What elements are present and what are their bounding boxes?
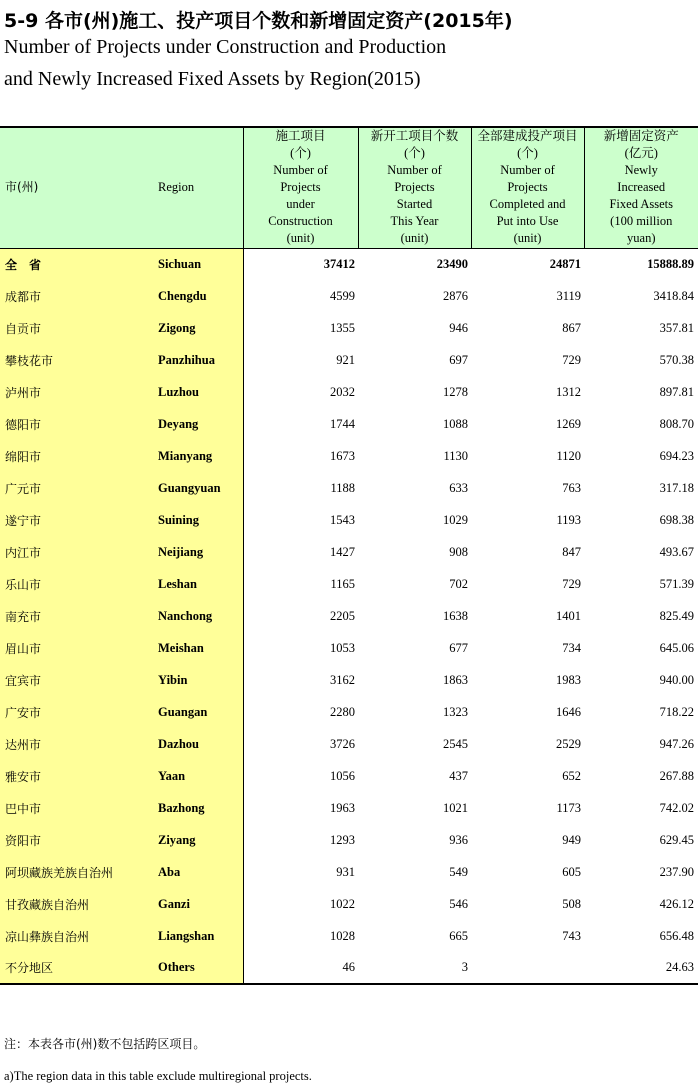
- cell-projects-started: 1638: [443, 608, 468, 623]
- cell-projects-started: 633: [449, 480, 468, 495]
- cell-new-fixed-assets: 493.67: [659, 544, 694, 559]
- cell-projects-completed: 1269: [556, 416, 581, 431]
- cell-city-cn: 凉山彝族自治州: [0, 920, 158, 952]
- page-title-chinese: 5-9 各市(州)施工、投产项目个数和新增固定资产(2015年): [4, 10, 513, 32]
- cell-region-en: Zigong: [158, 312, 243, 344]
- header-line: (unit): [513, 231, 542, 246]
- cell-new-fixed-assets: 571.39: [659, 576, 694, 591]
- cell-city-cn: 眉山市: [0, 632, 158, 664]
- table-row: [0, 472, 698, 504]
- cell-new-fixed-assets: 742.02: [659, 800, 694, 815]
- cell-projects-started: 546: [449, 896, 468, 911]
- cell-region-en: Liangshan: [158, 920, 243, 952]
- cell-projects-started: 702: [449, 576, 468, 591]
- cell-projects-started: 1863: [443, 672, 468, 687]
- table-row: [0, 888, 698, 920]
- cell-projects-under-construction: 1188: [243, 472, 358, 504]
- cell-projects-under-construction: 3726: [243, 728, 358, 760]
- cell-projects-started: 1278: [443, 384, 468, 399]
- cell-projects-completed: 729: [562, 352, 581, 367]
- cell-new-fixed-assets: 897.81: [659, 384, 694, 399]
- cell-new-fixed-assets: 645.06: [659, 640, 694, 655]
- header-line: 全部建成投产项目: [477, 129, 578, 144]
- cell-projects-under-construction: 2280: [243, 696, 358, 728]
- header-new-fixed-assets: [584, 127, 698, 248]
- cell-projects-under-construction: 1963: [243, 792, 358, 824]
- header-line: (个): [404, 146, 425, 161]
- cell-city-cn: 广安市: [0, 696, 158, 728]
- header-line: This Year: [390, 214, 439, 229]
- cell-projects-under-construction: 1673: [243, 440, 358, 472]
- cell-region-en: Deyang: [158, 408, 243, 440]
- header-line: Number of: [387, 163, 442, 178]
- cell-projects-completed: 1173: [556, 800, 581, 815]
- cell-projects-started: 677: [449, 640, 468, 655]
- cell-region-en: Ziyang: [158, 824, 243, 856]
- cell-projects-completed: 763: [562, 480, 581, 495]
- cell-new-fixed-assets: 357.81: [659, 320, 694, 335]
- cell-region-en: Suining: [158, 504, 243, 536]
- header-line: Newly: [624, 163, 658, 178]
- cell-region-en: Yibin: [158, 664, 243, 696]
- cell-projects-started: 946: [449, 320, 468, 335]
- cell-projects-started: 936: [449, 832, 468, 847]
- cell-city-cn: 阿坝藏族羌族自治州: [0, 856, 158, 888]
- table-row: [0, 280, 698, 312]
- cell-city-cn: 资阳市: [0, 824, 158, 856]
- cell-city-cn: 宜宾市: [0, 664, 158, 696]
- cell-city-cn: 遂宁市: [0, 504, 158, 536]
- table-row: [0, 728, 698, 760]
- cell-projects-under-construction: 1355: [243, 312, 358, 344]
- cell-new-fixed-assets: 940.00: [659, 672, 694, 687]
- table-row: [0, 824, 698, 856]
- cell-projects-under-construction: 1053: [243, 632, 358, 664]
- header-projects-under-construction: [243, 127, 358, 248]
- cell-new-fixed-assets: 267.88: [659, 768, 694, 783]
- page-title-english-line1: Number of Projects under Construction and Production: [4, 36, 447, 58]
- cell-city-cn: 自贡市: [0, 312, 158, 344]
- table-row-total: [0, 248, 698, 280]
- cell-new-fixed-assets: 570.38: [659, 352, 694, 367]
- cell-new-fixed-assets: 317.18: [659, 480, 694, 495]
- cell-city-cn: 南充市: [0, 600, 158, 632]
- cell-city-cn: 绵阳市: [0, 440, 158, 472]
- table-row: [0, 408, 698, 440]
- cell-projects-under-construction: 921: [243, 344, 358, 376]
- cell-projects-started: 549: [449, 864, 468, 879]
- table-body: [0, 248, 698, 984]
- table-row: [0, 600, 698, 632]
- header-line: (个): [290, 146, 311, 161]
- cell-region-en: Bazhong: [158, 792, 243, 824]
- header-line: (100 million: [610, 214, 673, 229]
- cell-region-en: Yaan: [158, 760, 243, 792]
- header-line: (unit): [286, 231, 315, 246]
- cell-region-en: Nanchong: [158, 600, 243, 632]
- cell-projects-completed: 867: [562, 320, 581, 335]
- cell-new-fixed-assets: 24.63: [665, 960, 694, 974]
- header-line: under: [286, 197, 315, 212]
- footnote-chinese: 注：本表各市(州)数不包括跨区项目。: [4, 1037, 206, 1051]
- cell-projects-under-construction: 1427: [243, 536, 358, 568]
- cell-projects-under-construction: 46: [243, 952, 358, 984]
- header-line: 新开工项目个数: [370, 129, 459, 144]
- cell-region-en: Guangyuan: [158, 472, 243, 504]
- cell-projects-started: 2876: [443, 288, 468, 303]
- cell-new-fixed-assets: 825.49: [659, 608, 694, 623]
- table-row: [0, 632, 698, 664]
- header-line: Completed and: [489, 197, 566, 212]
- table-row: [0, 440, 698, 472]
- cell-city-cn: 德阳市: [0, 408, 158, 440]
- cell-city-cn: 雅安市: [0, 760, 158, 792]
- header-line: 施工项目: [275, 129, 326, 144]
- header-line: (unit): [400, 231, 429, 246]
- cell-region-en: Others: [158, 952, 243, 984]
- cell-projects-completed: 508: [562, 896, 581, 911]
- cell-new-fixed-assets: 3418.84: [653, 288, 694, 303]
- cell-projects-completed: 1646: [556, 704, 581, 719]
- cell-projects-under-construction: 931: [243, 856, 358, 888]
- cell-projects-completed: 729: [562, 576, 581, 591]
- cell-projects-completed: 3119: [556, 288, 581, 303]
- cell-region-en: Ganzi: [158, 888, 243, 920]
- header-line: Number of: [273, 163, 328, 178]
- cell-projects-under-construction: 1165: [243, 568, 358, 600]
- cell-projects-completed: 1120: [556, 448, 581, 463]
- cell-projects-started: 697: [449, 352, 468, 367]
- cell-projects-started: 23490: [436, 256, 468, 271]
- header-line: Construction: [268, 214, 333, 229]
- cell-projects-started: 1323: [443, 704, 468, 719]
- data-table: [0, 126, 698, 985]
- cell-projects-started: 437: [449, 768, 468, 783]
- cell-projects-started: 1130: [443, 448, 468, 463]
- cell-projects-under-construction: 1543: [243, 504, 358, 536]
- header-line: Projects: [507, 180, 548, 195]
- cell-projects-completed: 949: [562, 832, 581, 847]
- table-row: [0, 568, 698, 600]
- cell-projects-under-construction: 1056: [243, 760, 358, 792]
- cell-city-cn: 广元市: [0, 472, 158, 504]
- cell-projects-completed: 1312: [556, 384, 581, 399]
- cell-projects-completed: 847: [562, 544, 581, 559]
- cell-new-fixed-assets: 237.90: [659, 864, 694, 879]
- table-row: [0, 344, 698, 376]
- cell-city-cn: 泸州市: [0, 376, 158, 408]
- header-line: (亿元): [624, 146, 658, 161]
- table-row: [0, 952, 698, 984]
- cell-new-fixed-assets: 808.70: [659, 416, 694, 431]
- table-row: [0, 856, 698, 888]
- cell-new-fixed-assets: 656.48: [659, 928, 694, 943]
- cell-city-cn: 巴中市: [0, 792, 158, 824]
- header-line: Fixed Assets: [609, 197, 674, 212]
- cell-new-fixed-assets: 718.22: [659, 704, 694, 719]
- header-line: Projects: [394, 180, 435, 195]
- cell-projects-completed: 1193: [556, 512, 581, 527]
- table-row: [0, 920, 698, 952]
- cell-projects-completed: 605: [562, 864, 581, 879]
- header-line: 新增固定资产: [603, 129, 679, 144]
- cell-projects-completed: 743: [562, 928, 581, 943]
- header-line: Number of: [500, 163, 555, 178]
- cell-projects-started: 1088: [443, 416, 468, 431]
- cell-projects-under-construction: 1293: [243, 824, 358, 856]
- cell-city-cn: 达州市: [0, 728, 158, 760]
- table-row: [0, 664, 698, 696]
- cell-projects-started: 908: [449, 544, 468, 559]
- cell-region-en: Sichuan: [158, 248, 243, 280]
- cell-new-fixed-assets: 15888.89: [647, 256, 694, 271]
- cell-region-en: Chengdu: [158, 280, 243, 312]
- header-city-cn: 市(州): [0, 127, 158, 248]
- header-line: yuan): [627, 231, 656, 246]
- cell-city-cn: 乐山市: [0, 568, 158, 600]
- cell-projects-completed: [471, 952, 584, 984]
- header-projects-started: [358, 127, 471, 248]
- cell-projects-under-construction: 4599: [243, 280, 358, 312]
- cell-region-en: Mianyang: [158, 440, 243, 472]
- cell-projects-started: 2545: [443, 736, 468, 751]
- cell-region-en: Aba: [158, 856, 243, 888]
- cell-region-en: Panzhihua: [158, 344, 243, 376]
- cell-region-en: Guangan: [158, 696, 243, 728]
- table-row: [0, 536, 698, 568]
- cell-new-fixed-assets: 698.38: [659, 512, 694, 527]
- cell-city-cn: 攀枝花市: [0, 344, 158, 376]
- cell-projects-under-construction: 3162: [243, 664, 358, 696]
- header-line: (个): [517, 146, 538, 161]
- cell-new-fixed-assets: 426.12: [659, 896, 694, 911]
- table-row: [0, 504, 698, 536]
- header-line: Started: [396, 197, 433, 212]
- header-region-en: Region: [158, 127, 243, 248]
- cell-projects-completed: 24871: [549, 256, 581, 271]
- header-projects-completed: [471, 127, 584, 248]
- header-line: Increased: [617, 180, 666, 195]
- cell-projects-completed: 2529: [556, 736, 581, 751]
- cell-projects-under-construction: 37412: [243, 248, 358, 280]
- cell-region-en: Leshan: [158, 568, 243, 600]
- cell-projects-under-construction: 2032: [243, 376, 358, 408]
- cell-region-en: Dazhou: [158, 728, 243, 760]
- cell-new-fixed-assets: 694.23: [659, 448, 694, 463]
- table-row: [0, 792, 698, 824]
- cell-new-fixed-assets: 629.45: [659, 832, 694, 847]
- page-title-english-line2: and Newly Increased Fixed Assets by Region(2015): [4, 68, 421, 90]
- table-row: [0, 760, 698, 792]
- header-line: Projects: [280, 180, 321, 195]
- header-line: Put into Use: [496, 214, 559, 229]
- cell-city-cn: 甘孜藏族自治州: [0, 888, 158, 920]
- cell-region-en: Luzhou: [158, 376, 243, 408]
- cell-projects-completed: 734: [562, 640, 581, 655]
- cell-projects-under-construction: 1022: [243, 888, 358, 920]
- cell-projects-started: 3: [461, 960, 468, 974]
- cell-projects-completed: 1401: [556, 608, 581, 623]
- footnote-english: a)The region data in this table exclude multiregional projects.: [4, 1069, 312, 1083]
- table-row: [0, 376, 698, 408]
- cell-projects-completed: 652: [562, 768, 581, 783]
- cell-region-en: Neijiang: [158, 536, 243, 568]
- table-header: [0, 127, 698, 248]
- cell-city-cn: 内江市: [0, 536, 158, 568]
- cell-projects-under-construction: 1028: [243, 920, 358, 952]
- table-row: [0, 696, 698, 728]
- cell-projects-started: 1021: [443, 800, 468, 815]
- cell-city-cn: 成都市: [0, 280, 158, 312]
- cell-city-cn: 不分地区: [0, 952, 158, 984]
- table-row: [0, 312, 698, 344]
- cell-projects-started: 1029: [443, 512, 468, 527]
- cell-projects-under-construction: 2205: [243, 600, 358, 632]
- cell-projects-completed: 1983: [556, 672, 581, 687]
- cell-projects-started: 665: [449, 928, 468, 943]
- cell-new-fixed-assets: 947.26: [659, 736, 694, 751]
- cell-city-cn: 全 省: [0, 248, 158, 280]
- cell-projects-under-construction: 1744: [243, 408, 358, 440]
- cell-region-en: Meishan: [158, 632, 243, 664]
